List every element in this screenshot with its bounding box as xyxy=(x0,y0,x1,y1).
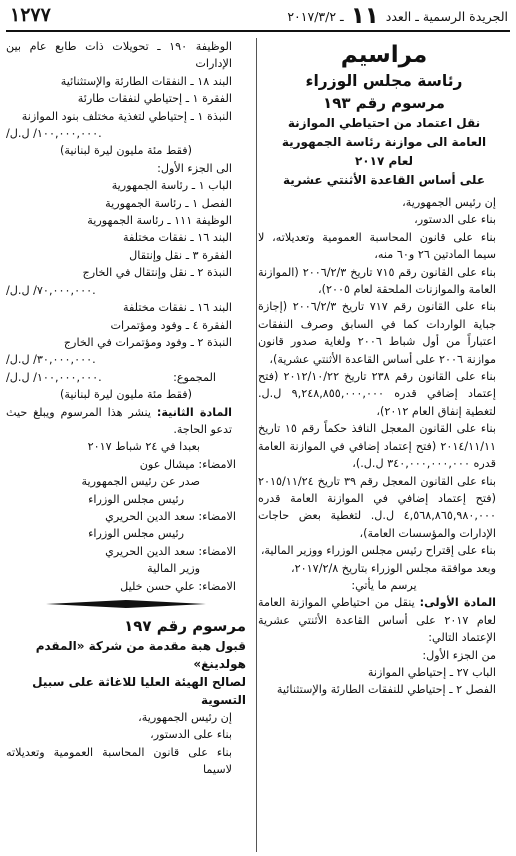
column-divider xyxy=(256,38,257,852)
section-subtitle: رئاسة مجلس الوزراء xyxy=(305,72,463,90)
preamble-paragraph: بناء على القانون رقم ٧١٧ تاريخ ٢٠٠٦/٢/٣ (إجازة جباية الواردات كما في السابق وصرف النفقات اعتباراً من أول شباط ٢٠٠٦ ولغاية صدور قانون موازنة ٢٠٠٦ على أساس القاعدة الأثنتي عشرية)، xyxy=(258,300,496,366)
total-row xyxy=(6,369,246,386)
signature-line: الامضاء: ميشال عون xyxy=(139,457,236,471)
decree-subject-line: نقل اعتماد من احتياطي الموازنة xyxy=(287,116,481,130)
amount-value: /٣٠,٠٠٠,٠٠٠/ ل.ل. xyxy=(6,353,96,367)
left-column xyxy=(6,38,246,856)
budget-line: الفقرة ١ ـ إحتياطي لنفقات طارئة xyxy=(77,92,232,106)
article-two xyxy=(6,404,246,439)
budget-part-from: من الجزء الأول: xyxy=(422,648,496,662)
amount-words: (فقط مئة مليون ليرة لبنانية) xyxy=(60,388,192,402)
signature-title: صدر عن رئيس الجمهورية xyxy=(81,475,200,489)
issue-number: ١١ xyxy=(350,3,379,29)
decree-subject-line: قبول هبة مقدمة من شركة «المقدم هولدينغ» xyxy=(35,639,246,671)
budget-line: الوظيفة ١١١ ـ رئاسة الجمهورية xyxy=(87,214,232,228)
signature-line: الامضاء: علي حسن خليل xyxy=(120,579,236,593)
budget-line: الفقرة ٤ ـ وفود ومؤتمرات xyxy=(110,318,232,332)
budget-line: النبذة ١ ـ إحتياطي لتغذية مختلف بنود الموازنة xyxy=(21,109,232,123)
preamble-paragraph: إن رئيس الجمهورية، xyxy=(402,196,496,209)
budget-line: الفصل ١ ـ رئاسة الجمهورية xyxy=(105,196,232,210)
preamble-paragraph: بناء على الدستور، xyxy=(150,728,232,742)
preamble-paragraph: إن رئيس الجمهورية، xyxy=(138,711,232,724)
decree-subject-line: العامة الى موازنة رئاسة الجمهورية xyxy=(281,135,487,149)
budget-line: الفقرة ٣ ـ نقل وإنتقال xyxy=(129,248,232,262)
header-rule xyxy=(6,30,510,32)
decree-subject-line: لصالح الهيئة العليا للاغاثة على سبيل التسوية xyxy=(32,675,246,707)
preamble-paragraph: وبعد موافقة مجلس الوزراء بتاريخ ٢٠١٧/٢/٨، xyxy=(291,561,496,575)
budget-line: البند ١٨ ـ النفقات الطارئة والإستثنائية xyxy=(60,74,232,88)
budget-line: الباب ٢٧ ـ إحتياطي الموازنة xyxy=(367,665,496,679)
budget-line: الباب ١ ـ رئاسة الجمهورية xyxy=(111,179,232,193)
budget-line: الوظيفة ١٩٠ ـ تحويلات ذات طابع عام بين الإدارات xyxy=(6,40,232,71)
issue-date: ـ ٢٠١٧/٣/٢ xyxy=(287,8,344,24)
decree-number: مرسوم رقم ١٩٣ xyxy=(323,94,445,112)
section-title: مراسيم xyxy=(340,42,428,68)
ornament-divider-icon xyxy=(46,599,206,609)
amount-words: (فقط مئة مليون ليرة لبنانية) xyxy=(60,144,192,158)
right-column xyxy=(258,38,510,856)
signature-title: وزير المالية xyxy=(147,562,200,576)
amount-value: /١٠٠,٠٠٠,٠٠٠/ ل.ل. xyxy=(6,127,102,141)
decree-subject-line: لعام ٢٠١٧ xyxy=(354,154,414,168)
page-number: ١٢٧٧ xyxy=(10,4,51,26)
signature-title: رئيس مجلس الوزراء xyxy=(88,492,184,506)
preamble-paragraph: بناء على إقتراح رئيس مجلس الوزراء ووزير المالية، xyxy=(260,544,496,558)
preamble-paragraph: بناء على القانون رقم ٧١٥ تاريخ ٢٠٠٦/٢/٣ (الموازنة العامة والموازنات الملحقة لعام ٢٠٠٥)، xyxy=(258,265,497,297)
article-one xyxy=(258,594,510,646)
budget-line: النبذة ٢ ـ وفود ومؤتمرات في الخارج xyxy=(63,335,232,349)
preamble-paragraph: بناء على القانون المعجل رقم ٣٩ تاريخ ٢٠١٥/١١/٢٤ (فتح إعتماد إضافي في الموازنة العامة قدره ٤,٥٦٨,٨٦٥,٩٨٠,٠٠٠ ل.ل. لتغطية بعض حاجات الإدارات والمؤسسات العامة)، xyxy=(258,474,496,540)
article-one-label: المادة الأولى: xyxy=(419,596,496,610)
page-header xyxy=(0,0,516,34)
signature-line: الامضاء: سعد الدين الحريري xyxy=(105,544,236,558)
budget-line: البند ١٦ ـ نفقات مختلفة xyxy=(122,231,232,245)
total-amount: /١٠٠,٠٠٠,٠٠٠/ ل.ل. xyxy=(6,370,102,384)
decree-subject-line: على أساس القاعدة الأثنتي عشرية xyxy=(282,173,486,187)
article-two-text: ينشر هذا المرسوم ويبلغ حيث تدعو الحاجة. xyxy=(6,405,232,436)
article-one-text: ينقل من احتياطي الموازنة العامة لعام ٢٠١٧ على أساس القاعدة الأثنتي عشرية الإعتماد التالي: xyxy=(258,596,496,645)
budget-line: النبذة ٢ ـ نقل وإنتقال في الخارج xyxy=(82,266,232,280)
preamble-paragraph: بناء على قانون المحاسبة العمومية وتعديلاته، لا سيما المادتين ٢٦ و٦٠ منه، xyxy=(258,230,496,262)
gazette-header-text xyxy=(287,3,508,29)
decree-number: مرسوم رقم ١٩٧ xyxy=(124,617,246,635)
budget-line: البند ١٦ ـ نفقات مختلفة xyxy=(122,301,232,315)
signature-line: الامضاء: سعد الدين الحريري xyxy=(105,509,236,523)
preamble-paragraph: بناء على الدستور، xyxy=(414,213,496,227)
budget-part-to: الى الجزء الأول: xyxy=(157,161,232,175)
total-label: المجموع: xyxy=(173,370,216,384)
decrees-line: يرسم ما يأتي: xyxy=(351,578,417,592)
ornament-divider xyxy=(6,599,246,609)
signature-date: بعبدا في ٢٤ شباط ٢٠١٧ xyxy=(87,440,200,454)
preamble-paragraph: بناء على القانون رقم ٢٣٨ تاريخ ٢٠١٢/١٠/٢٢ (فتح إعتماد إضافي قدره ٩,٢٤٨,٨٥٥,٠٠٠,٠٠٠ ل.ل. لتغطية إنفاق العام ٢٠١٢)، xyxy=(258,370,496,418)
budget-line: الفصل ٢ ـ إحتياطي للنفقات الطارئة والإستثنائية xyxy=(276,683,496,697)
article-two-label: المادة الثانية: xyxy=(156,405,232,419)
preamble-paragraph: بناء على القانون المعجل النافذ حكماً رقم ١٥ تاريخ ٢٠١٤/١١/١١ (فتح إعتماد إضافي في الموازنة العامة قدره ٣٤٠,٠٠٠,٠٠٠,٠٠٠ ل.ل.)، xyxy=(258,422,496,471)
preamble-paragraph: بناء على قانون المحاسبة العمومية وتعديلاته لاسيما xyxy=(6,745,232,777)
amount-value: /٧٠,٠٠٠,٠٠٠/ ل.ل. xyxy=(6,283,96,297)
signature-title: رئيس مجلس الوزراء xyxy=(88,527,184,541)
gazette-title: الجريدة الرسمية ـ العدد xyxy=(385,8,508,24)
